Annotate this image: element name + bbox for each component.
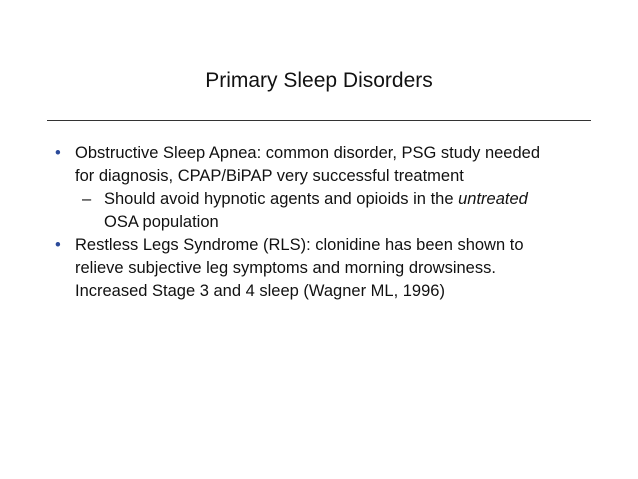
bullet-marker: • (55, 236, 61, 254)
bullet-item-rls (48, 234, 608, 303)
sub-bullet-emphasis: untreated (458, 190, 528, 208)
sub-bullet-text-line (104, 188, 608, 211)
bullet-text-line: Obstructive Sleep Apnea: common disorder, PSG study needed (75, 144, 541, 162)
slide-body (48, 142, 608, 303)
bullet-text-line: for diagnosis, CPAP/BiPAP very successful treatment (75, 167, 464, 185)
sub-bullet-marker: – (82, 190, 92, 208)
bullet-text-line: Increased Stage 3 and 4 sleep (Wagner ML, 1996) (75, 282, 445, 300)
sub-bullet-text: Should avoid hypnotic agents and opioids in the (104, 190, 459, 208)
bullet-marker: • (55, 144, 61, 162)
bullet-text-line: relieve subjective leg symptoms and morning drowsiness. (75, 259, 496, 277)
slide-title: Primary Sleep Disorders (205, 69, 433, 92)
sub-bullet-item-osa-caution (48, 188, 608, 234)
sub-bullet-text-line: OSA population (104, 213, 219, 231)
title-divider (47, 120, 591, 121)
bullet-text-line: Restless Legs Syndrome (RLS): clonidine has been shown to (75, 236, 524, 254)
bullet-item-osa (48, 142, 608, 188)
